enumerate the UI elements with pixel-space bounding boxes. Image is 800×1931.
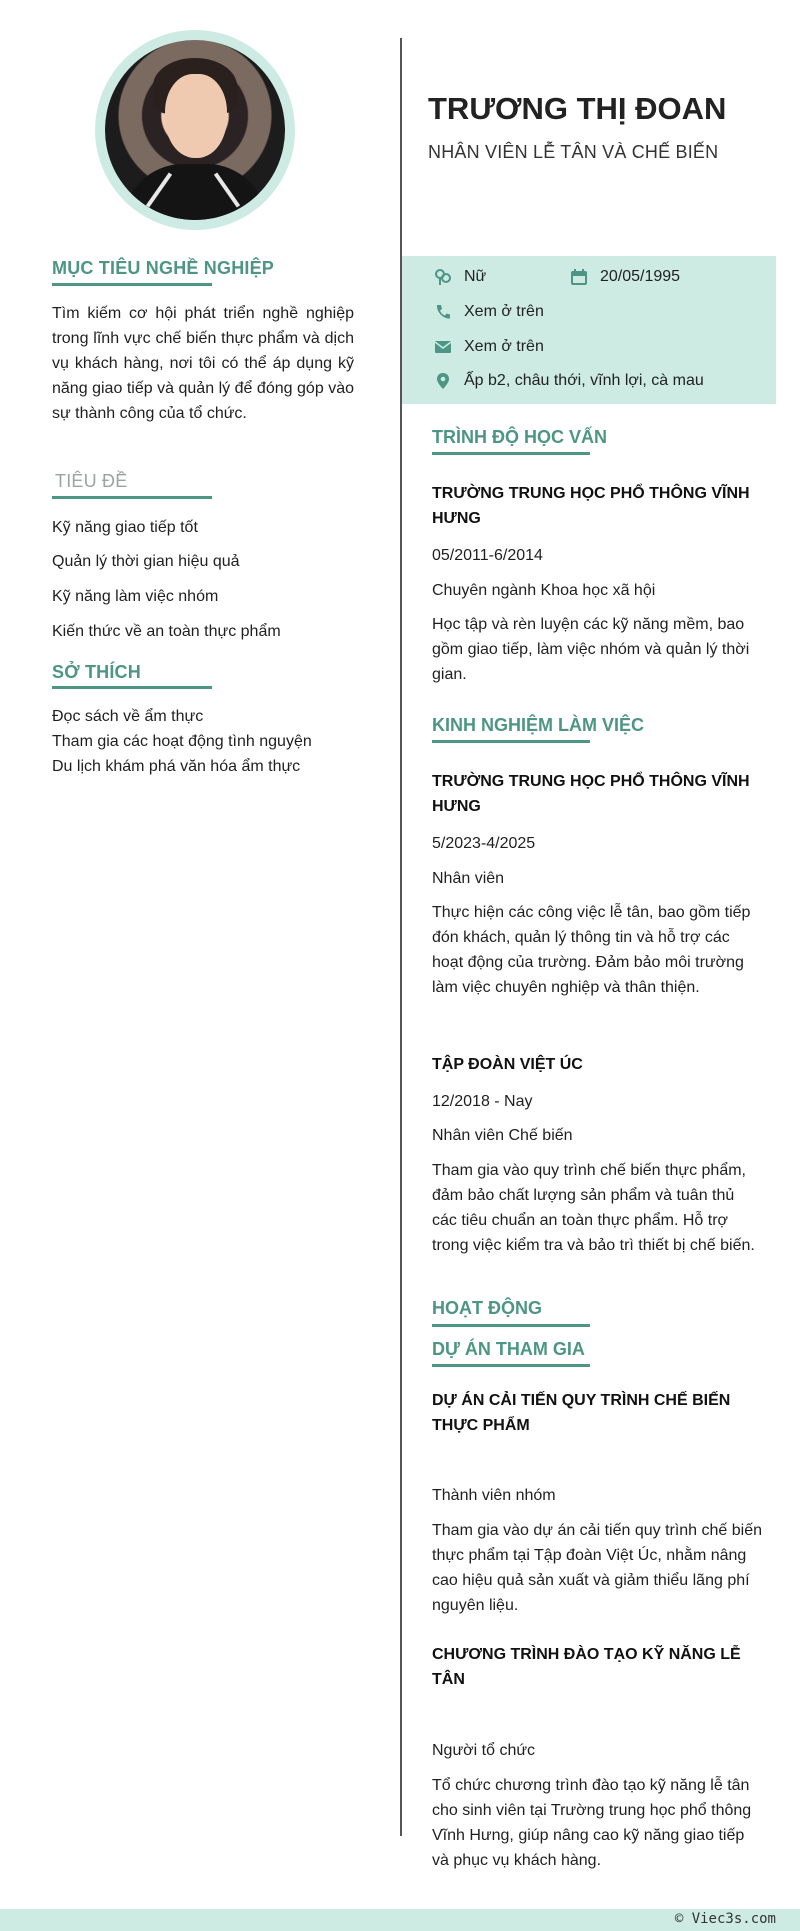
gender-icon <box>434 268 452 286</box>
objective-underline <box>52 283 212 286</box>
phone-icon <box>434 303 452 321</box>
hobby-item: Đọc sách về ẩm thực <box>52 708 204 725</box>
project-name: DỰ ÁN CẢI TIẾN QUY TRÌNH CHẾ BIẾN THỰC PHẨM <box>432 1392 731 1434</box>
project-desc: Tham gia vào dự án cải tiến quy trình chế biến thực phẩm tại Tập đoàn Việt Úc, nhằm nâng cao hiệu quả sản xuất và giảm thiểu lãng phí nguyên liệu. <box>432 1522 763 1614</box>
experience-title: KINH NGHIỆM LÀM VIỆC <box>432 715 645 735</box>
hobbies-underline <box>52 686 212 689</box>
project-role: Thành viên nhóm <box>432 1487 556 1504</box>
skill-item: Kiến thức về an toàn thực phẩm <box>52 623 281 640</box>
experience-company: TRƯỜNG TRUNG HỌC PHỔ THÔNG VĨNH HƯNG <box>432 773 750 815</box>
birthday-item <box>570 268 680 286</box>
education-desc: Học tập và rèn luyện các kỹ năng mềm, bao gồm giao tiếp, làm việc nhóm và quản lý thời gian. <box>432 616 750 683</box>
location-icon <box>434 372 452 390</box>
calendar-icon <box>570 268 588 286</box>
projects-underline <box>432 1364 590 1367</box>
projects-title: DỰ ÁN THAM GIA <box>432 1339 585 1359</box>
education-underline <box>432 452 590 455</box>
education-major: Chuyên ngành Khoa học xã hội <box>432 582 656 599</box>
experience-period: 12/2018 - Nay <box>432 1093 533 1110</box>
experience-company: TẬP ĐOÀN VIỆT ÚC <box>432 1056 583 1073</box>
email-value: Xem ở trên <box>464 338 544 355</box>
gender-value: Nữ <box>464 268 487 285</box>
footer-bar <box>0 1909 800 1931</box>
profile-photo <box>105 40 285 220</box>
education-title: TRÌNH ĐỘ HỌC VẤN <box>432 427 607 447</box>
avatar <box>95 30 295 230</box>
hobby-item: Du lịch khám phá văn hóa ẩm thực <box>52 758 301 775</box>
experience-desc: Thực hiện các công việc lễ tân, bao gồm tiếp đón khách, quản lý thông tin và hỗ trợ các hoạt động của trường. Đảm bảo môi trường làm việc chuyên nghiệp và thân thiện. <box>432 904 751 996</box>
hobby-item: Tham gia các hoạt động tình nguyện <box>52 733 312 750</box>
candidate-role: NHÂN VIÊN LỄ TÂN VÀ CHẾ BIẾN <box>428 142 719 162</box>
hobbies-title: SỞ THÍCH <box>52 662 141 682</box>
phone-item <box>434 303 544 321</box>
project-role: Người tổ chức <box>432 1742 536 1759</box>
address-value: Ấp b2, châu thới, vĩnh lợi, cà mau <box>464 372 704 389</box>
footer-copyright: © Viec3s.com <box>674 1911 776 1927</box>
address-item <box>434 372 704 390</box>
project-desc: Tổ chức chương trình đào tạo kỹ năng lễ tân cho sinh viên tại Trường trung học phổ thông Vĩnh Hưng, giúp nâng cao kỹ năng giao tiếp và phục vụ khách hàng. <box>432 1777 752 1869</box>
experience-period: 5/2023-4/2025 <box>432 835 536 852</box>
experience-desc: Tham gia vào quy trình chế biến thực phẩm, đảm bảo chất lượng sản phẩm và tuân thủ các tiêu chuẩn an toàn thực phẩm. Hỗ trợ trong việc kiểm tra và bảo trì thiết bị chế biến. <box>432 1162 755 1254</box>
objective-text: Tìm kiếm cơ hội phát triển nghề nghiệp trong lĩnh vực chế biến thực phẩm và dịch vụ khách hàng, nơi tôi có thể áp dụng kỹ năng giao tiếp và quản lý để đóng góp vào sự thành công của tổ chức. <box>52 305 354 422</box>
objective-title: MỤC TIÊU NGHỀ NGHIỆP <box>52 258 275 278</box>
skills-underline <box>52 496 212 499</box>
skill-item: Kỹ năng giao tiếp tốt <box>52 519 198 536</box>
phone-value: Xem ở trên <box>464 303 544 320</box>
email-item <box>434 338 544 356</box>
activities-underline <box>432 1324 590 1327</box>
gender-item <box>434 268 486 286</box>
experience-position: Nhân viên <box>432 870 505 887</box>
email-icon <box>434 338 452 356</box>
activities-title: HOẠT ĐỘNG <box>432 1298 542 1318</box>
education-school: TRƯỜNG TRUNG HỌC PHỔ THÔNG VĨNH HƯNG <box>432 485 750 527</box>
skill-item: Quản lý thời gian hiệu quả <box>52 553 240 570</box>
skill-item: Kỹ năng làm việc nhóm <box>52 588 219 605</box>
experience-underline <box>432 740 590 743</box>
experience-position: Nhân viên Chế biến <box>432 1127 573 1144</box>
education-period: 05/2011-6/2014 <box>432 547 543 564</box>
birthday-value: 20/05/1995 <box>600 268 681 285</box>
project-name: CHƯƠNG TRÌNH ĐÀO TẠO KỸ NĂNG LỄ TÂN <box>432 1646 741 1688</box>
candidate-name: TRƯƠNG THỊ ĐOAN <box>428 91 727 126</box>
skills-title: TIÊU ĐỀ <box>55 471 128 491</box>
